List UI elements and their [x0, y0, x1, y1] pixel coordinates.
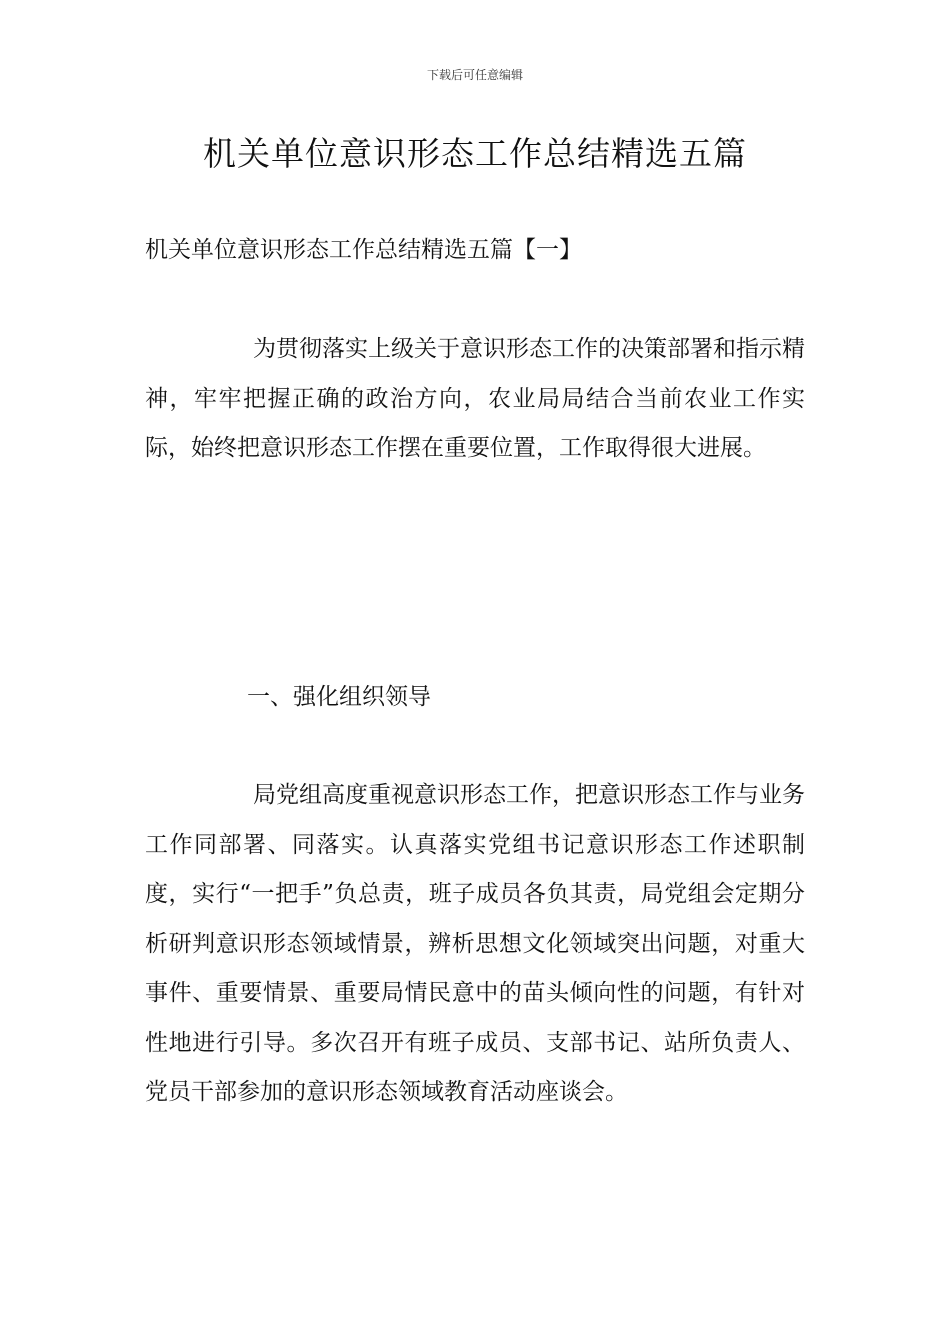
paragraph-organization: 局党组高度重视意识形态工作，把意识形态工作与业务工作同部署、同落实。认真落实党组书记意识形态工作述职制度，实行“一把手”负总责，班子成员各负其责，局党组会定期分析研判意识形态领域情景，辨析思想文化领域突出问题，对重大事件、重要情景、重要局情民意中的苗头倾向性的问题，有针对性地进行引导。多次召开有班子成员、支部书记、站所负责人、党员干部参加的意识形态领域教育活动座谈会。: [145, 782, 805, 1105]
subheading-organization: 一、强化组织领导: [247, 684, 431, 710]
document-title: 机关单位意识形态工作总结精选五篇: [203, 134, 747, 173]
header-note: 下载后可任意编辑: [426, 68, 523, 82]
section-title: 机关单位意识形态工作总结精选五篇【一】: [145, 237, 582, 263]
paragraph-intro: 为贯彻落实上级关于意识形态工作的决策部署和指示精神，牢牢把握正确的政治方向，农业局局结合当前农业工作实际，始终把意识形态工作摆在重要位置，工作取得很大进展。: [145, 336, 805, 461]
